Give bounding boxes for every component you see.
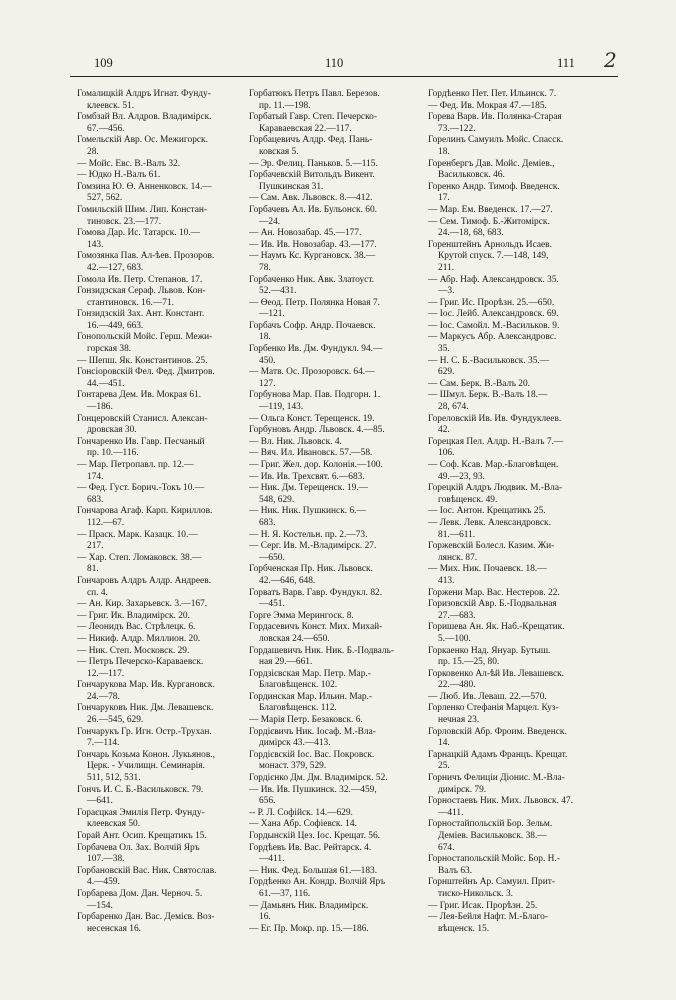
directory-line: — Наумъ Кс. Кургановск. 38.— — [249, 251, 376, 262]
directory-line: -- Р. Л. Софійск. 14.—629. — [249, 807, 353, 818]
directory-line: Гомалицкій Алдръ Игнат. Фунду- — [77, 89, 211, 99]
directory-line: —24. — [259, 216, 281, 227]
directory-line: сп. 4. — [87, 587, 108, 598]
directory-line: Горковенко Ал-ѣй Ив. Левашевск. — [428, 668, 565, 679]
directory-line: Горбуновъ Андр. Львовск. 4.—85. — [249, 425, 385, 436]
directory-line: Гордієвскій Іос. Вас. Покровск. — [249, 749, 375, 760]
directory-line: — Абр. Наф. Александровск. 35. — [428, 274, 559, 285]
directory-line: Пушкинская 31. — [259, 181, 324, 192]
directory-line: Гонзидзскій Зах. Ант. Констант. — [77, 309, 205, 320]
column-1 — [77, 89, 241, 989]
directory-line: — Григ. Ис. Прорѣзн. 25.—650. — [428, 297, 555, 308]
column-2 — [249, 89, 423, 989]
directory-line: —121. — [259, 309, 285, 320]
directory-line: — Ник. Дм. Терещенск. 19.— — [249, 483, 369, 494]
directory-line: Гомбзай Вл. Алдров. Владимірск. — [77, 112, 212, 123]
directory-line: Гордынскій Цез. Іос. Крещат. 56. — [249, 831, 380, 841]
directory-line: 674. — [438, 842, 455, 853]
directory-line: — Ив. Ив. Трехсвят. 6.—683. — [249, 471, 365, 482]
directory-line: Горенко Андр. Тимоф. Введенск. — [428, 181, 560, 192]
directory-line: нечная 23. — [438, 715, 480, 726]
directory-line: — Ан. Кир. Захарьевск. 3.—167. — [77, 599, 208, 610]
directory-line: — Праск. Марк. Казацк. 10.— — [77, 529, 198, 540]
directory-line: Гончарукъ Гр. Игн. Остр.-Трухан. — [77, 726, 212, 737]
directory-line: 28, 674. — [438, 402, 469, 413]
directory-line: 511, 512, 531. — [87, 773, 141, 784]
directory-line: 17. — [438, 193, 450, 204]
directory-line: — Григ. Ик. Владимірск. 20. — [77, 610, 190, 621]
directory-line: — Петръ Печерско-Караваевск. — [77, 657, 204, 668]
page-number-right: 111 — [557, 56, 575, 70]
directory-line: Горбановскій Вас. Ник. Святослав. — [77, 865, 217, 876]
directory-line: Деміев. Васильковск. 38.— — [438, 831, 547, 841]
directory-line: тиновск. 23.—177. — [87, 216, 162, 227]
directory-line: — Фед. Ив. Мокрая 47.—185. — [428, 100, 547, 111]
directory-line: 143. — [87, 239, 104, 250]
directory-line: Гомзина Ю. Ѳ. Анненковск. 14.— — [77, 181, 212, 192]
directory-line: 107.—38. — [87, 854, 125, 865]
directory-line: — Іос. Антон. Крещатикъ 25. — [428, 506, 546, 517]
directory-line: 42. — [438, 425, 450, 436]
directory-line: 217. — [87, 541, 104, 552]
directory-line: — Серг. Ив. М.-Владимірск. 27. — [249, 541, 377, 552]
directory-line: — Юдко Н.-Валъ 61. — [77, 170, 161, 181]
directory-line: Горбачева Ол. Зах. Волчій Яръ — [77, 842, 200, 853]
directory-line: Гореловскій Ив. Ив. Фундуклеев. — [428, 413, 562, 424]
directory-line: Гонзидзская Сераф. Львов. Кон- — [77, 286, 206, 297]
directory-line: 42.—646, 648. — [259, 575, 316, 586]
directory-line: Гомозянка Пав. Ал-ѣев. Прозоров. — [77, 251, 215, 262]
directory-line: — Леонидъ Вас. Стрѣлецк. 6. — [77, 622, 196, 633]
directory-line: — Мар. Петропавл. пр. 12.— — [77, 460, 194, 470]
directory-line: Гордієнко Дм. Дм. Владимірск. 52. — [249, 773, 388, 784]
directory-line: 81. — [87, 564, 99, 575]
directory-line: — Эр. Фелиц. Паньков. 5.—115. — [249, 158, 378, 169]
directory-line: — Марія Петр. Безаковск. 6. — [249, 715, 363, 726]
directory-line: 683. — [259, 517, 276, 528]
directory-line: Горишева Ан. Як. Наб.-Крещатик. — [428, 622, 565, 633]
directory-line: — Сам. Авк. Львовск. 8.—412. — [249, 193, 373, 204]
directory-line: — Сем. Тимоф. Б.-Житомірск. — [428, 216, 550, 227]
directory-line: —650. — [259, 552, 285, 563]
directory-line: горская 38. — [87, 344, 132, 355]
directory-line: Благовѣщенск. 102. — [259, 680, 338, 691]
directory-line: Гомельскій Авр. Ос. Межигорск. — [77, 135, 208, 146]
directory-line: — Соф. Ксав. Мар.-Благовѣщен. — [428, 460, 559, 470]
directory-line: лянск. 87. — [438, 552, 478, 563]
directory-line: — Левк. Левк. Александровск. — [428, 517, 551, 528]
directory-line: — Ан. Новозабар. 45.—177. — [249, 228, 362, 239]
header-rule — [70, 76, 618, 77]
directory-line: Горностаевъ Ник. Мих. Львовск. 47. — [428, 796, 573, 807]
directory-line: клеевская 50. — [87, 819, 141, 830]
directory-line: 16. — [259, 912, 271, 923]
directory-line: 112.—67. — [87, 517, 125, 528]
directory-line: Горбачевъ Ал. Ив. Бульонск. 60. — [249, 204, 378, 215]
directory-line: Горнштейнъ Ар. Самуил. Прит- — [428, 877, 555, 888]
directory-line: — Ник. Фед. Большая 61.—183. — [249, 865, 378, 876]
directory-line: 174. — [87, 471, 104, 482]
directory-line: дровская 30. — [87, 425, 137, 436]
directory-line: Гордѣенко Ан. Кондр. Волчій Яръ — [249, 877, 386, 888]
directory-line: 67.—456. — [87, 123, 125, 134]
directory-line: стантиновск. 16.—71. — [87, 297, 174, 308]
column-3 — [428, 89, 618, 989]
directory-line: Горленко Стефанія Марцел. Куз- — [428, 703, 559, 714]
directory-line: Горай Ант. Осип. Крещатикъ 15. — [77, 831, 207, 841]
directory-line: 25. — [438, 761, 450, 772]
directory-line: Горбченская Пр. Ник. Львовск. — [249, 564, 373, 575]
directory-line: — Сам. Берк. В.-Валъ 20. — [428, 378, 531, 389]
directory-line: говѣщенск. 49. — [438, 494, 498, 505]
directory-line: Гончаруковъ Ник. Дм. Левашевск. — [77, 703, 214, 714]
directory-line: Крутой спуск. 7.—148, 149, — [438, 251, 549, 262]
directory-line: — Ѳеод. Петр. Полянка Новая 7. — [249, 297, 380, 308]
directory-line: Горностайпольскій Бор. Зельм. — [428, 819, 553, 830]
directory-line: Горева Варв. Ив. Полянка-Старая — [428, 112, 562, 123]
directory-line: 24.—18, 68, 683. — [438, 228, 504, 239]
directory-line: — Ольга Конст. Терещенск. 19. — [249, 413, 375, 424]
directory-line: Горбацевичъ Алдр. Фед. Пань- — [249, 135, 373, 146]
directory-line: 81.—611. — [438, 529, 476, 540]
directory-line: пр. 11.—198. — [259, 100, 311, 111]
directory-line: —154. — [87, 900, 113, 911]
directory-line: 450. — [259, 355, 276, 366]
directory-line: — Н. Я. Костельн. пр. 2.—73. — [249, 529, 368, 540]
directory-line: —451. — [259, 599, 285, 610]
directory-line: 683. — [87, 494, 104, 505]
directory-line: Гончъ И. С. Б.-Васильковск. 79. — [77, 784, 204, 795]
directory-line: Горге Эмма Мерингоск. 8. — [249, 610, 354, 621]
directory-line: — Ив. Ив. Новозабар. 43.—177. — [249, 239, 377, 250]
directory-line: Горбаренко Дан. Вас. Демієв. Воз- — [77, 912, 215, 923]
directory-line: — Хана Абр. Софіевск. 14. — [249, 819, 357, 830]
directory-line: Горбаченко Ник. Авк. Златоуст. — [249, 274, 375, 285]
directory-line: 12.—117. — [87, 668, 125, 679]
directory-line: — Никиф. Алдр. Миллион. 20. — [77, 633, 201, 644]
directory-line: 26.—545, 629. — [87, 715, 144, 726]
directory-line: Гончарь Козьма Конон. Лукьянов., — [77, 749, 215, 760]
directory-line: Гонсіоровскій Фел. Фед. Дмитров. — [77, 367, 215, 378]
directory-line: Гарнацкій Адамъ Францъ. Крещат. — [428, 749, 568, 760]
directory-line: — Маркусъ Абр. Александровс. — [428, 332, 557, 343]
directory-line: — Дамьянъ Ник. Владимірск. — [249, 900, 369, 911]
directory-line: — Вяч. Ил. Ивановск. 57.—58. — [249, 448, 373, 459]
directory-line: 78. — [259, 262, 271, 273]
directory-line: Горбачевскій Витольдъ Викент. — [249, 170, 375, 181]
directory-line: ковская 5. — [259, 146, 299, 157]
directory-line: — Григ. Исак. Прорѣзн. 25. — [428, 900, 538, 911]
directory-line: Гомола Ив. Петр. Степанов. 17. — [77, 274, 203, 285]
directory-line: 16.—449, 663. — [87, 320, 144, 331]
directory-line: 656. — [259, 796, 276, 807]
directory-line: Гончаровъ Алдръ Алдр. Андреев. — [77, 575, 211, 586]
directory-line: Караваевская 22.—117. — [259, 123, 352, 134]
directory-line: — Фед. Густ. Борич.-Токъ 10.— — [77, 483, 205, 494]
directory-line: Гордасевичъ Конст. Мих. Михай- — [249, 622, 383, 633]
directory-line: Гордашевичъ Ник. Ник. Б.-Подваль- — [249, 645, 394, 656]
directory-line: 18. — [438, 146, 450, 157]
directory-line: несенская 16. — [87, 923, 141, 934]
directory-line: —186. — [87, 402, 113, 413]
directory-line: Васильковск. 46. — [438, 170, 505, 181]
directory-line: 27.—683. — [438, 610, 476, 621]
directory-line: —411. — [259, 854, 285, 865]
directory-line: — Матв. Ос. Прозоровск. 64.— — [249, 367, 375, 378]
directory-line: 629. — [438, 367, 455, 378]
directory-line: Благовѣщенск. 112. — [259, 703, 337, 714]
handwritten-mark: 2 — [604, 48, 617, 72]
directory-line: 24.—78. — [87, 691, 120, 702]
directory-line: —411. — [438, 807, 464, 818]
directory-line: — Люб. Ив. Леваш. 22.—570. — [428, 691, 547, 702]
directory-line: Горностапольскій Мойс. Бор. Н.- — [428, 854, 560, 865]
directory-line: Горецкій Алдръ Людвик. М.-Вла- — [428, 483, 563, 494]
directory-line: Гончарукова Мар. Ив. Кургановск. — [77, 680, 215, 691]
directory-line: Гомильскій Шим. Лип. Констан- — [77, 204, 208, 215]
directory-line: 52.—431. — [259, 286, 297, 297]
directory-line: 44.—451. — [87, 378, 125, 389]
directory-line: Гордѣевъ Ив. Вас. Рейтарск. 4. — [249, 842, 372, 853]
directory-line: Гордѣенко Пет. Пет. Ильинск. 7. — [428, 89, 557, 99]
directory-line: Горелинъ Самуилъ Мойс. Спасск. — [428, 135, 564, 146]
directory-line: Гончарова Агаф. Карп. Кириллов. — [77, 506, 213, 517]
directory-line: Горенштейнъ Арнольдъ Исаев. — [428, 239, 552, 250]
directory-line: — Шепш. Як. Константинов. 25. — [77, 355, 208, 366]
directory-line: Гомова Дар. Ис. Татарск. 10.— — [77, 228, 201, 239]
directory-line: Горватъ Варв. Гавр. Фундукл. 82. — [249, 587, 383, 598]
directory-line: Гординская Мар. Ильин. Мар.- — [249, 691, 373, 702]
directory-line: 548, 629. — [259, 494, 295, 505]
directory-line: ловская 24.—650. — [259, 633, 330, 644]
directory-line: 7.—114. — [87, 738, 120, 749]
directory-line: Горжени Мар. Вас. Нестеров. 22. — [428, 587, 560, 598]
directory-line: Горжевскій Болесл. Казим. Жи- — [428, 541, 555, 552]
directory-line: 61.—37, 116. — [259, 888, 311, 899]
directory-line: 127. — [259, 378, 276, 389]
directory-line: тиско-Никольск. 3. — [438, 888, 513, 899]
directory-line: монаст. 379, 529. — [259, 761, 327, 772]
directory-line: Гонопольскій Мойс. Герш. Межи- — [77, 332, 213, 343]
directory-line: вѣщенск. 15. — [438, 923, 490, 934]
directory-line: — Мар. Ем. Введенск. 17.—27. — [428, 204, 553, 215]
directory-line: 413. — [438, 575, 455, 586]
directory-line: Гонтарева Дем. Ив. Мокрая 61. — [77, 390, 202, 401]
directory-line: 28. — [87, 146, 99, 157]
directory-line: — Ег. Пр. Мокр. пр. 15.—186. — [249, 923, 369, 934]
directory-line: — Ник. Ник. Пушкинск. 6.— — [249, 506, 366, 517]
directory-line: Горкаенко Над. Януар. Бутыш. — [428, 645, 551, 656]
directory-line: пр. 10.—116. — [87, 448, 139, 459]
directory-line: 106. — [438, 448, 455, 459]
directory-line: — Ник. Степ. Московск. 29. — [77, 645, 190, 656]
directory-line: Гораєцкая Эмилія Петр. Фунду- — [77, 807, 205, 818]
directory-line: Горбатюкъ Петръ Павл. Березов. — [249, 89, 380, 99]
directory-line: Горничъ Фелиціи Діонис. М.-Вла- — [428, 773, 565, 784]
directory-line: 4.—459. — [87, 877, 120, 888]
directory-line: 22.—480. — [438, 680, 476, 691]
directory-line: Церк. - Училищн. Семинарія. — [87, 761, 205, 772]
directory-line: пр. 15.—25, 80. — [438, 657, 500, 668]
directory-line: —119, 143. — [259, 402, 304, 413]
directory-line: 211. — [438, 262, 455, 273]
directory-line: Горбатый Гавр. Степ. Печерско- — [249, 112, 377, 123]
page-header — [0, 56, 676, 74]
directory-line: 14. — [438, 738, 450, 749]
directory-line: ная 29.—661. — [259, 657, 313, 668]
directory-line: — Вл. Ник. Львовск. 4. — [249, 436, 342, 447]
directory-line: Горецкая Пел. Алдр. Н.-Валъ 7.— — [428, 436, 564, 447]
directory-line: Горбарева Дом. Дан. Черноч. 5. — [77, 888, 203, 899]
directory-line: Гордзієвская Мар. Петр. Мар.- — [249, 668, 371, 679]
directory-line: Горбачъ Софр. Андр. Почаевск. — [249, 320, 376, 331]
directory-line: 5.—100. — [438, 633, 471, 644]
directory-line: —641. — [87, 796, 113, 807]
directory-line: Гончаренко Ив. Гавр. Песчаный — [77, 436, 205, 447]
directory-line: 18. — [259, 332, 271, 343]
directory-line: димірск. 79. — [438, 784, 487, 795]
directory-line: Гордієвичъ Ник. Іосаф. М.-Вла- — [249, 726, 376, 737]
directory-line: — Іос. Лейб. Александровск. 69. — [428, 309, 559, 320]
directory-line: — Мойс. Евс. В.-Валъ 32. — [77, 158, 181, 169]
directory-line: — Іос. Самойл. М.-Васильков. 9. — [428, 320, 560, 331]
directory-line: 527, 562. — [87, 193, 123, 204]
directory-line: Горизовскій Авр. Б.-Подвальная — [428, 599, 557, 610]
directory-line: 49.—23, 93. — [438, 471, 485, 482]
directory-line: — Лея-Бейля Нафт. М.-Благо- — [428, 912, 548, 923]
directory-line: Гонцеровскій Станисл. Алексан- — [77, 413, 208, 424]
directory-line: — Хар. Степ. Ломаковск. 38.— — [77, 552, 202, 563]
directory-line: клеевск. 51. — [87, 100, 135, 111]
page-number-center: 110 — [325, 56, 344, 70]
directory-line: Горбунова Мар. Пав. Подгорн. 1. — [249, 390, 381, 401]
directory-line: — Григ. Жел. дор. Колонія.—100. — [249, 460, 383, 470]
directory-line: —3. — [438, 286, 455, 297]
directory-line: — Мих. Ник. Почаевск. 18.— — [428, 564, 547, 575]
directory-line: 73.—122. — [438, 123, 476, 134]
directory-line: Горенбергъ Дав. Мойс. Деміев., — [428, 158, 555, 169]
directory-line: 42.—127, 683. — [87, 262, 144, 273]
page-number-left: 109 — [94, 56, 113, 70]
directory-line: — Ив. Ив. Пушкинск. 32.—459, — [249, 784, 377, 795]
directory-line: 35. — [438, 344, 450, 355]
directory-line: — Шмул. Берк. В.-Валъ 18.— — [428, 390, 548, 401]
directory-line: — Н. С. Б.-Васильковск. 35.— — [428, 355, 550, 366]
directory-line: Валъ 63. — [438, 865, 473, 876]
directory-line: Горловскій Абр. Фроим. Введенск. — [428, 726, 567, 737]
directory-line: Горбенко Ив. Дм. Фундукл. 94.— — [249, 344, 383, 355]
directory-line: димірск 43.—413. — [259, 738, 331, 749]
